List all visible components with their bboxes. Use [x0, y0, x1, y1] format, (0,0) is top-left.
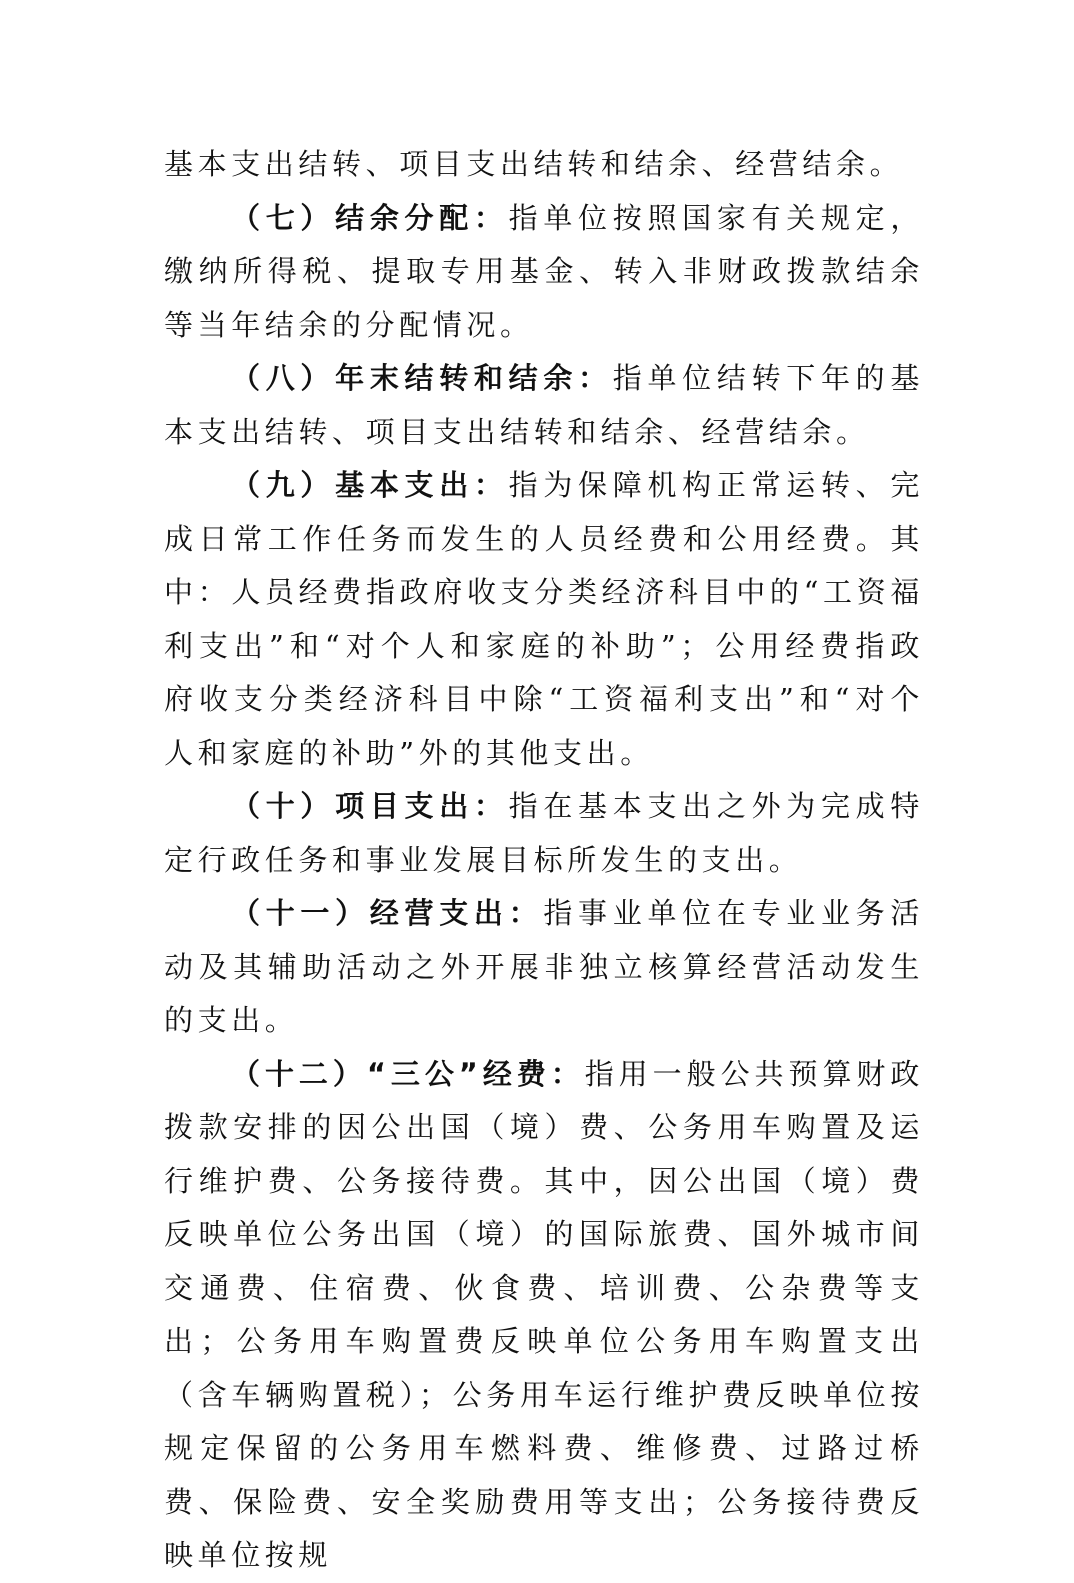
paragraph-text: 指单位结转下年的基本支出结转、项目支出结转和结余、经营结余。 [164, 361, 924, 449]
paragraph-operating-expenditure [164, 887, 924, 1048]
paragraph-term: （十一）经营支出： [231, 896, 544, 930]
paragraph-project-expenditure [164, 780, 924, 887]
paragraph-text: 指在基本支出之外为完成特定行政任务和事业发展目标所发生的支出。 [164, 789, 924, 877]
paragraph-basic-expenditure [164, 459, 924, 780]
paragraph-term: （七）结余分配： [231, 200, 509, 235]
paragraph-term: （十二）“三公”经费： [231, 1056, 585, 1091]
paragraph-text: 基本支出结转、项目支出结转和结余、经营结余。 [164, 147, 904, 181]
paragraph-text: 指事业单位在专业业务活动及其辅助活动之外开展非独立核算经营活动发生的支出。 [164, 896, 924, 1037]
paragraph-text: 指为保障机构正常运转、完成日常工作任务而发生的人员经费和公用经费。其中：人员经费指政府收支分类经济科目中的“工资福利支出”和“对个人和家庭的补助”；公用经费指政府收支分类经济科目中除“工资福利支出”和“对个人和家庭的补助”外的其他支出。 [164, 468, 924, 770]
paragraph-text: 指用一般公共预算财政拨款安排的因公出国（境）费、公务用车购置及运行维护费、公务接待费。其中，因公出国（境）费反映单位公务出国（境）的国际旅费、国外城市间交通费、住宿费、伙食费、培训费、公杂费等支出；公务用车购置费反映单位公务用车购置支出（含车辆购置税）；公务用车运行维护费反映单位按规定保留的公务用车燃料费、维修费、过路过桥费、保险费、安全奖励费用等支出；公务接待费反映单位按规 [164, 1056, 924, 1572]
paragraph-surplus-distribution [164, 192, 924, 353]
paragraph-term: （八）年末结转和结余： [231, 361, 613, 395]
paragraph-continuation [164, 138, 924, 192]
paragraph-term: （九）基本支出： [231, 468, 509, 502]
paragraph-text: 指单位按照国家有关规定，缴纳所得税、提取专用基金、转入非财政拨款结余等当年结余的分配情况。 [164, 200, 924, 342]
document-page [164, 138, 924, 1583]
paragraph-three-public-expenses [164, 1048, 924, 1583]
paragraph-term: （十）项目支出： [231, 789, 509, 823]
paragraph-year-end-carryover [164, 352, 924, 459]
